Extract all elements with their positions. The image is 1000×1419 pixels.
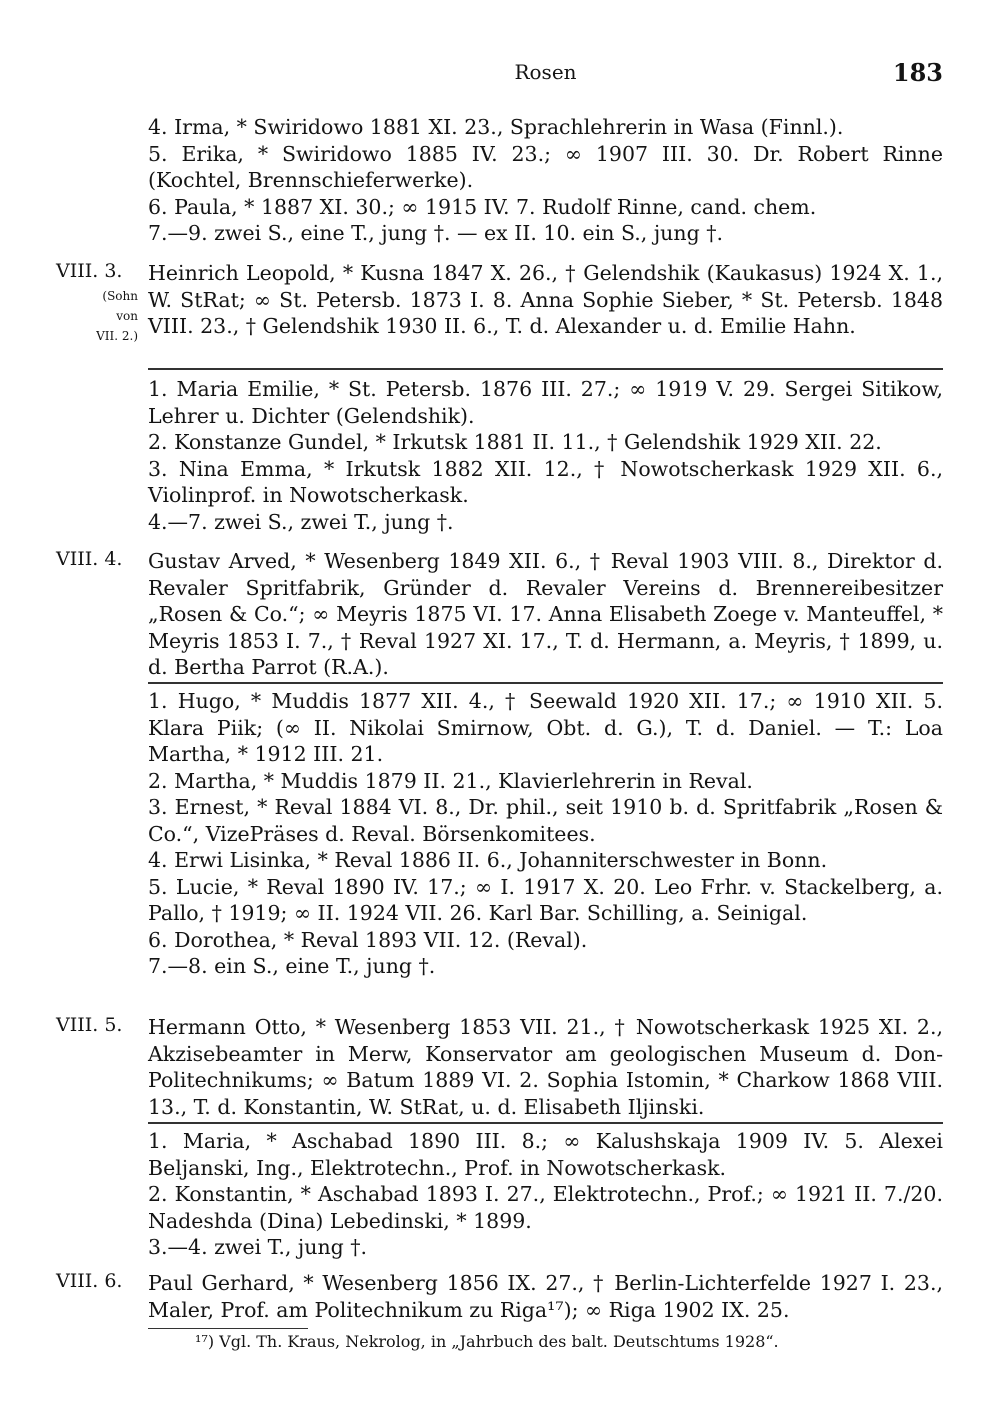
entry-label: VIII. 6. bbox=[56, 1270, 123, 1292]
list-item: 4. Irma, * Swiridowo 1881 XI. 23., Sprachlehrerin in Wasa (Finnl.). bbox=[148, 115, 844, 139]
list-item: 5. Lucie, * Reval 1890 IV. 17.; ∞ I. 1917 X. 20. Leo Frhr. v. Stackelberg, a. Pallo, † 1919; ∞ II. 1924 VII. 26. Karl Bar. Schilling, a. Seinigal. bbox=[148, 874, 943, 925]
list-item: 4.—7. zwei S., zwei T., jung †. bbox=[148, 509, 454, 534]
entry-paragraph: Hermann Otto, * Wesenberg 1853 VII. 21., † Nowotscherkask 1925 XI. 2., Akzisebeamter in Merw, Konservator am geologischen Museum d. Don-Politechnikums; ∞ Batum 1889 VI. 2. Sophia Istomin, * Charkow 1868 VIII. 13., T. d. Konstantin, W. StRat, u. d. Elisabeth Iljinski. bbox=[148, 1015, 943, 1119]
section-rule bbox=[148, 368, 943, 370]
list-item: 6. Dorothea, * Reval 1893 VII. 12. (Reval). bbox=[148, 927, 588, 952]
page-header bbox=[148, 60, 943, 90]
list-item: 1. Maria, * Aschabad 1890 III. 8.; ∞ Kalushskaja 1909 IV. 5. Alexei Beljanski, Ing., Elektrotechn., Prof. in Nowotscherkask. bbox=[148, 1129, 943, 1180]
continued-children-list bbox=[148, 114, 943, 247]
list-item: 2. Martha, * Muddis 1879 II. 21., Klavierlehrerin in Reval. bbox=[148, 768, 753, 793]
entry-text bbox=[148, 548, 943, 681]
parent-ref-line: von bbox=[116, 309, 138, 323]
list-item: 3. Nina Emma, * Irkutsk 1882 XII. 12., † Nowotscherkask 1929 XII. 6., Violinprof. in Nowotscherkask. bbox=[148, 456, 943, 507]
list-item: 3. Ernest, * Reval 1884 VI. 8., Dr. phil., seit 1910 b. d. Spritfabrik „Rosen & Co.“, VizePräses d. Reval. Börsenkomitees. bbox=[148, 795, 943, 846]
entry-label: VIII. 4. bbox=[56, 548, 123, 570]
list-item: 2. Konstantin, * Aschabad 1893 I. 27., Elektrotechn., Prof.; ∞ 1921 II. 7./20. Nadeshda (Dina) Lebedinski, * 1899. bbox=[148, 1182, 943, 1233]
entry-label: VIII. 3. bbox=[56, 260, 123, 282]
entry-label: VIII. 5. bbox=[56, 1014, 123, 1036]
list-item: 3.—4. zwei T., jung †. bbox=[148, 1235, 368, 1259]
running-title: Rosen bbox=[514, 60, 577, 84]
entry-paragraph: Paul Gerhard, * Wesenberg 1856 IX. 27., † Berlin-Lichterfelde 1927 I. 23., Maler, Prof. am Politechnikum zu Riga¹⁷); ∞ Riga 1902 IX. 25. bbox=[148, 1271, 943, 1322]
list-item: 1. Hugo, * Muddis 1877 XII. 4., † Seewald 1920 XII. 17.; ∞ 1910 XII. 5. Klara Piik; (∞ II. Nikolai Smirnow, Obt. d. G.), T. d. Daniel. — T.: Loa Martha, * 1912 III. 21. bbox=[148, 689, 943, 766]
children-list bbox=[148, 1128, 943, 1261]
parent-ref-line: VII. 2.) bbox=[96, 329, 138, 343]
section-rule bbox=[148, 1122, 943, 1124]
footnote: ¹⁷) Vgl. Th. Kraus, Nekrolog, in „Jahrbuch des balt. Deutschtums 1928“. bbox=[195, 1332, 779, 1351]
list-item: 1. Maria Emilie, * St. Petersb. 1876 III. 27.; ∞ 1919 V. 29. Sergei Sitikow, Lehrer u. Dichter (Gelendshik). bbox=[148, 377, 943, 428]
list-item: 7.—8. ein S., eine T., jung †. bbox=[148, 954, 436, 978]
entry-text bbox=[148, 260, 943, 340]
list-item: 7.—9. zwei S., eine T., jung †. — ex II. 10. ein S., jung †. bbox=[148, 221, 723, 245]
entry-paragraph: Gustav Arved, * Wesenberg 1849 XII. 6., † Reval 1903 VIII. 8., Direktor d. Revaler Spritfabrik, Gründer d. Revaler Vereins d. Brennereibesitzer „Rosen & Co.“; ∞ Meyris 1875 VI. 17. Anna Elisabeth Zoege v. Manteuffel, * Meyris 1853 I. 7., † Reval 1927 XI. 17., T. d. Hermann, a. Meyris, † 1899, u. d. Bertha Parrot (R.A.). bbox=[148, 549, 943, 679]
list-item: 4. Erwi Lisinka, * Reval 1886 II. 6., Johanniterschwester in Bonn. bbox=[148, 848, 828, 872]
children-list bbox=[148, 688, 943, 980]
entry-parent-ref bbox=[54, 286, 138, 346]
entry-paragraph: Heinrich Leopold, * Kusna 1847 X. 26., † Gelendshik (Kaukasus) 1924 X. 1., W. StRat; ∞ St. Petersb. 1873 I. 8. Anna Sophie Sieber, * St. Petersb. 1848 VIII. 23., † Gelendshik 1930 II. 6., T. d. Alexander u. d. Emilie Hahn. bbox=[148, 261, 943, 338]
list-item: 2. Konstanze Gundel, * Irkutsk 1881 II. 11., † Gelendshik 1929 XII. 22. bbox=[148, 430, 882, 454]
list-item: 6. Paula, * 1887 XI. 30.; ∞ 1915 IV. 7. Rudolf Rinne, cand. chem. bbox=[148, 194, 817, 219]
footnote-rule bbox=[148, 1328, 308, 1329]
children-list bbox=[148, 376, 943, 535]
list-item: 5. Erika, * Swiridowo 1885 IV. 23.; ∞ 1907 III. 30. Dr. Robert Rinne (Kochtel, Brennschieferwerke). bbox=[148, 141, 943, 192]
section-rule bbox=[148, 682, 943, 684]
page-number: 183 bbox=[892, 58, 943, 87]
parent-ref-line: (Sohn bbox=[102, 289, 138, 303]
entry-text bbox=[148, 1014, 943, 1120]
entry-text bbox=[148, 1270, 943, 1323]
